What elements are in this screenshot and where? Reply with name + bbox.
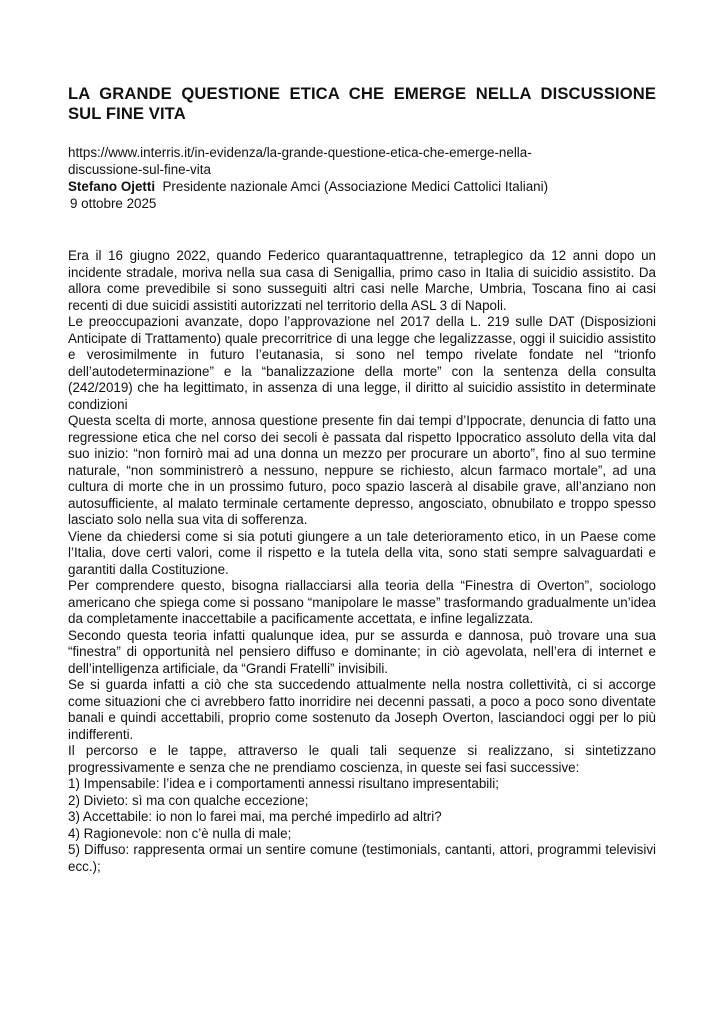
list-item: 4) Ragionevole: non c’è nulla di male; (68, 825, 292, 841)
article-body (68, 248, 656, 875)
article-meta (68, 144, 656, 212)
source-url-line-1: https://www.interris.it/in-evidenza/la-grande-questione-etica-che-emerge-nella- (68, 145, 532, 160)
list-item: 1) Impensabile: l’idea e i comportamenti annessi risultano impresentabili; (68, 776, 499, 791)
paragraph: Per comprendere questo, bisogna riallacciarsi alla teoria della “Finestra di Overton”, sociologo americano che spiega come si possano “manipolare le masse” trasformando gradualmente un’idea da completamente inaccettabile a pacificamente accettata, e infine legalizzata. (68, 578, 656, 626)
paragraph: Il percorso e le tappe, attraverso le quali tali sequenze si realizzano, si sintetizzano progressivamente e senza che ne prendiamo coscienza, in queste sei fasi successive: (68, 743, 656, 775)
author-name: Stefano Ojetti (68, 179, 156, 194)
list-item: 3) Accettabile: io non lo farei mai, ma perché impedirlo ad altri? (68, 809, 442, 824)
list-item: 5) Diffuso: rappresenta ormai un sentire comune (testimonials, cantanti, attori, programmi televisivi ecc.); (68, 842, 656, 874)
publication-date: 9 ottobre 2025 (70, 196, 157, 211)
paragraph: Secondo questa teoria infatti qualunque idea, pur se assurda e dannosa, può trovare una sua “finestra” di opportunità nel pensiero diffuso e dominante; in ciò agevolata, nell’era di internet e dell’intelligenza artificiale, da “Grandi Fratelli” invisibili. (68, 627, 656, 676)
paragraph: Questa scelta di morte, annosa questione presente fin dai tempi d’Ippocrate, denuncia di fatto una regressione etica che nel corso dei secoli è passata dal rispetto Ippocratico assoluto della vita dal suo inizio: “non fornirò mai ad una donna un mezzo per procurare un aborto”, fino al suo termine naturale, “non somministrerò a nessuno, neppure se richiesto, alcun farmaco mortale”, ad una cultura di morte che in un prossimo futuro, poco spazio lascerà al disabile grave, all’anziano non autosufficiente, al malato terminale certamente depresso, angosciato, obnubilato e troppo spesso lasciato solo nella sua vita di sofferenza. (68, 413, 656, 527)
paragraph: Le preoccupazioni avanzate, dopo l’approvazione nel 2017 della L. 219 sulle DAT (Disposizioni Anticipate di Trattamento) quale precorritrice di una legge che legalizzasse, oggi il suicidio assistito e verosimilmente in futuro l’eutanasia, si sono nel tempo rivelate fondate nel “trionfo dell’autodeterminazione” e la “banalizzazione della morte” con la sentenza della consulta (242/2019) che ha legittimato, in assenza di una legge, il diritto al suicidio assistito in determinate condizioni (68, 314, 656, 412)
paragraph: Viene da chiedersi come si sia potuti giungere a un tale deterioramento etico, in un Paese come l’Italia, dove certi valori, come il rispetto e la tutela della vita, sono stati sempre salvaguardati e garantiti dalla Costituzione. (68, 528, 656, 577)
author-role: Presidente nazionale Amci (Associazione Medici Cattolici Italiani) (162, 179, 549, 194)
list-item: 2) Divieto: sì ma con qualche eccezione; (68, 792, 309, 808)
author-line (68, 178, 656, 195)
paragraph: Se si guarda infatti a ciò che sta succedendo attualmente nella nostra collettività, ci si accorge come situazioni che ci avrebbero fatto inorridire nei decenni passati, a poco a poco sono diventate banali e quindi accettabili, proprio come sostenuto da Joseph Overton, lasciandoci oggi per lo più indifferenti. (68, 677, 656, 742)
paragraph: Era il 16 giugno 2022, quando Federico quarantaquattrenne, tetraplegico da 12 anni dopo un incidente stradale, moriva nella sua casa di Senigallia, primo caso in Italia di suicidio assistito. Da allora come prevedibile si sono susseguiti altri casi nelle Marche, Umbria, Toscana fino ai casi recenti di due suicidi assistiti autorizzati nel territorio della ASL 3 di Napoli. (68, 248, 656, 313)
article-title: LA GRANDE QUESTIONE ETICA CHE EMERGE NELLA DISCUSSIONE SUL FINE VITA (68, 84, 656, 123)
source-url-line-2: discussione-sul-fine-vita (68, 162, 211, 177)
